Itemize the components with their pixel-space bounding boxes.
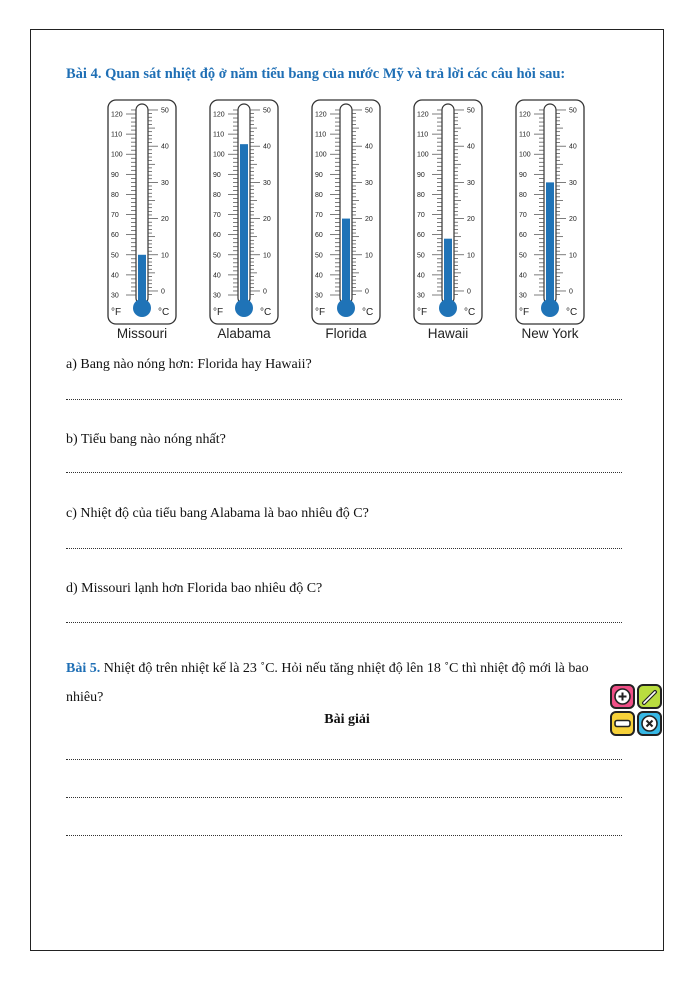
- state-label-hawaii: Hawaii: [427, 326, 469, 341]
- celsius-tick-label: 10: [263, 252, 271, 260]
- mercury-column: [546, 182, 554, 309]
- fahrenheit-tick-label: 110: [417, 131, 429, 139]
- celsius-tick-label: 30: [365, 179, 373, 187]
- mercury-bulb: [133, 299, 151, 317]
- exercise-5-label: Bài 5.: [66, 661, 101, 676]
- celsius-tick-label: 50: [161, 107, 169, 115]
- thermometer-group: [0, 96, 694, 350]
- celsius-tick-label: 30: [569, 179, 577, 187]
- unit-celsius: °C: [158, 307, 170, 318]
- celsius-tick-label: 0: [365, 288, 369, 296]
- fahrenheit-tick-label: 30: [315, 292, 323, 300]
- celsius-tick-label: 0: [467, 288, 471, 296]
- fahrenheit-tick-label: 70: [111, 212, 119, 220]
- fahrenheit-tick-label: 80: [315, 191, 323, 199]
- fahrenheit-tick-label: 70: [417, 212, 425, 220]
- celsius-tick-label: 10: [467, 252, 475, 260]
- fahrenheit-tick-label: 120: [519, 111, 531, 119]
- celsius-tick-label: 40: [161, 143, 169, 151]
- fahrenheit-tick-label: 30: [111, 292, 119, 300]
- celsius-tick-label: 40: [467, 143, 475, 151]
- mercury-bulb: [235, 299, 253, 317]
- fahrenheit-tick-label: 120: [213, 111, 225, 119]
- fahrenheit-tick-label: 100: [111, 151, 123, 159]
- calculator-icon: [610, 684, 662, 736]
- answer-line-a[interactable]: [66, 397, 622, 400]
- fahrenheit-tick-label: 120: [417, 111, 429, 119]
- fahrenheit-tick-label: 70: [315, 212, 323, 220]
- fahrenheit-tick-label: 90: [111, 171, 119, 179]
- unit-fahrenheit: °F: [417, 307, 428, 318]
- fahrenheit-tick-label: 120: [315, 111, 327, 119]
- mercury-bulb: [439, 299, 457, 317]
- fahrenheit-tick-label: 100: [519, 151, 531, 159]
- unit-celsius: °C: [464, 307, 476, 318]
- fahrenheit-tick-label: 40: [315, 272, 323, 280]
- celsius-tick-label: 20: [161, 216, 169, 224]
- fahrenheit-tick-label: 90: [417, 171, 425, 179]
- celsius-tick-label: 0: [569, 288, 573, 296]
- fahrenheit-tick-label: 60: [519, 232, 527, 240]
- mercury-column: [240, 144, 248, 309]
- fahrenheit-tick-label: 50: [213, 252, 221, 260]
- exercise-5-text: Nhiệt độ trên nhiệt kế là 23 ˚C. Hỏi nếu tăng nhiệt độ lên 18 ˚C thì nhiệt độ mới là bao nhiêu?: [66, 661, 589, 705]
- unit-celsius: °C: [566, 307, 578, 318]
- unit-celsius: °C: [260, 307, 272, 318]
- fahrenheit-tick-label: 110: [213, 131, 225, 139]
- thermometer-florida: [312, 100, 380, 324]
- answer-line-b[interactable]: [66, 470, 622, 473]
- celsius-tick-label: 30: [263, 179, 271, 187]
- celsius-tick-label: 20: [365, 216, 373, 224]
- state-label-florida: Florida: [325, 326, 367, 341]
- celsius-tick-label: 10: [161, 252, 169, 260]
- question-a: a) Bang nào nóng hơn: Florida hay Hawaii?: [66, 357, 312, 372]
- thermometer-new-york: [516, 100, 584, 324]
- solution-title: Bài giải: [324, 712, 370, 727]
- answer-line-d[interactable]: [66, 620, 622, 623]
- fahrenheit-tick-label: 50: [315, 252, 323, 260]
- state-label-new-york: New York: [521, 326, 579, 341]
- state-label-missouri: Missouri: [116, 326, 168, 341]
- exercise-4-heading: Bài 4. Quan sát nhiệt độ ở năm tiểu bang của nước Mỹ và trả lời các câu hỏi sau:: [66, 66, 566, 82]
- fahrenheit-tick-label: 100: [417, 151, 429, 159]
- fahrenheit-tick-label: 80: [519, 191, 527, 199]
- celsius-tick-label: 30: [161, 179, 169, 187]
- fahrenheit-tick-label: 50: [111, 252, 119, 260]
- celsius-tick-label: 10: [365, 252, 373, 260]
- fahrenheit-tick-label: 100: [213, 151, 225, 159]
- mercury-column: [342, 219, 350, 309]
- fahrenheit-tick-label: 80: [417, 191, 425, 199]
- fahrenheit-tick-label: 90: [213, 171, 221, 179]
- solution-line-1[interactable]: [66, 757, 622, 760]
- fahrenheit-tick-label: 70: [519, 212, 527, 220]
- thermometer-hawaii: [414, 100, 482, 324]
- state-label-alabama: Alabama: [217, 326, 271, 341]
- mercury-bulb: [337, 299, 355, 317]
- celsius-tick-label: 40: [569, 143, 577, 151]
- mercury-bulb: [541, 299, 559, 317]
- fahrenheit-tick-label: 90: [519, 171, 527, 179]
- fahrenheit-tick-label: 40: [519, 272, 527, 280]
- fahrenheit-tick-label: 120: [111, 111, 123, 119]
- celsius-tick-label: 0: [161, 288, 165, 296]
- exercise-5: [66, 654, 626, 712]
- question-d: d) Missouri lạnh hơn Florida bao nhiêu độ C?: [66, 581, 323, 596]
- fahrenheit-tick-label: 60: [111, 232, 119, 240]
- thermometer-missouri: [108, 100, 176, 324]
- fahrenheit-tick-label: 80: [111, 191, 119, 199]
- fahrenheit-tick-label: 30: [417, 292, 425, 300]
- answer-line-c[interactable]: [66, 546, 622, 549]
- celsius-tick-label: 20: [263, 216, 271, 224]
- fahrenheit-tick-label: 50: [519, 252, 527, 260]
- celsius-tick-label: 20: [467, 216, 475, 224]
- fahrenheit-tick-label: 70: [213, 212, 221, 220]
- unit-fahrenheit: °F: [111, 307, 122, 318]
- solution-line-3[interactable]: [66, 833, 622, 836]
- fahrenheit-tick-label: 60: [213, 232, 221, 240]
- fahrenheit-tick-label: 100: [315, 151, 327, 159]
- fahrenheit-tick-label: 40: [417, 272, 425, 280]
- celsius-tick-label: 50: [467, 107, 475, 115]
- celsius-tick-label: 50: [365, 107, 373, 115]
- celsius-tick-label: 40: [365, 143, 373, 151]
- thermometer-alabama: [210, 100, 278, 324]
- fahrenheit-tick-label: 40: [111, 272, 119, 280]
- unit-fahrenheit: °F: [315, 307, 326, 318]
- unit-fahrenheit: °F: [213, 307, 224, 318]
- fahrenheit-tick-label: 110: [315, 131, 327, 139]
- celsius-tick-label: 50: [263, 107, 271, 115]
- celsius-tick-label: 0: [263, 288, 267, 296]
- question-c: c) Nhiệt độ của tiểu bang Alabama là bao nhiêu độ C?: [66, 506, 369, 521]
- question-b: b) Tiểu bang nào nóng nhất?: [66, 432, 226, 447]
- fahrenheit-tick-label: 110: [111, 131, 123, 139]
- celsius-tick-label: 40: [263, 143, 271, 151]
- fahrenheit-tick-label: 60: [417, 232, 425, 240]
- mercury-column: [444, 239, 452, 309]
- unit-celsius: °C: [362, 307, 374, 318]
- fahrenheit-tick-label: 30: [213, 292, 221, 300]
- celsius-tick-label: 10: [569, 252, 577, 260]
- celsius-tick-label: 50: [569, 107, 577, 115]
- fahrenheit-tick-label: 110: [519, 131, 531, 139]
- celsius-tick-label: 30: [467, 179, 475, 187]
- fahrenheit-tick-label: 50: [417, 252, 425, 260]
- solution-line-2[interactable]: [66, 795, 622, 798]
- fahrenheit-tick-label: 40: [213, 272, 221, 280]
- fahrenheit-tick-label: 60: [315, 232, 323, 240]
- fahrenheit-tick-label: 90: [315, 171, 323, 179]
- unit-fahrenheit: °F: [519, 307, 530, 318]
- celsius-tick-label: 20: [569, 216, 577, 224]
- fahrenheit-tick-label: 80: [213, 191, 221, 199]
- fahrenheit-tick-label: 30: [519, 292, 527, 300]
